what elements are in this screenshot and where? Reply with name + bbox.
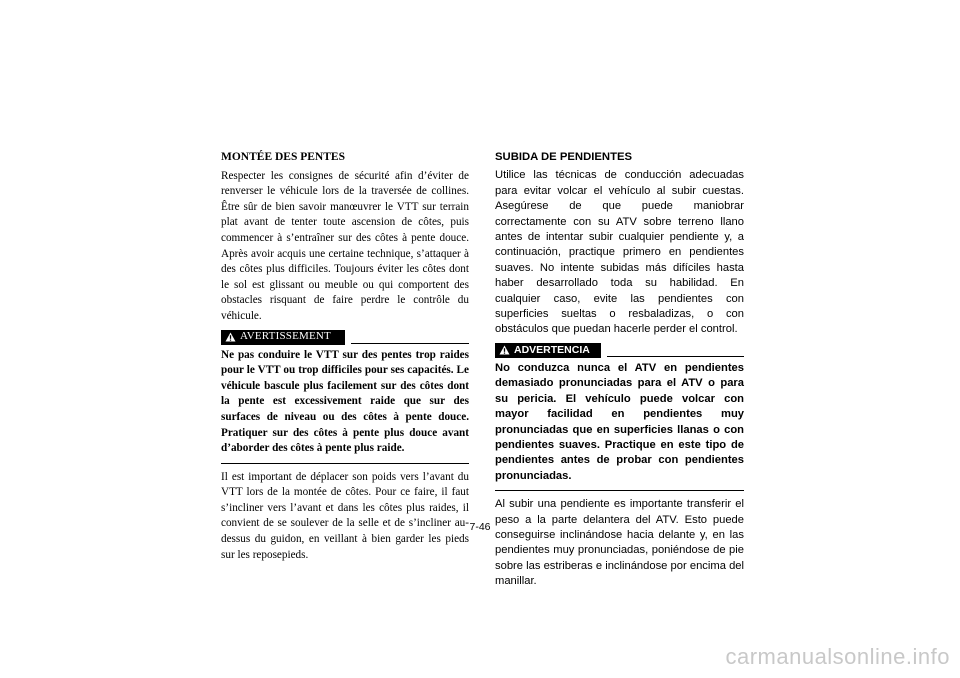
body-paragraph-fr: Il est important de déplacer son poids vers l’avant du VTT lors de la montée de côtes. Pour ce faire, il faut s’incliner vers l’avant et dans les côtes plus raides, il convient de se soulever de la selle et de s’incliner au-dessus du guidon, en veillant à bien garder les pieds sur les reposepieds. bbox=[221, 470, 469, 561]
page-number: 7-46 bbox=[469, 521, 491, 533]
warning-text-es: No conduzca nunca el ATV en pendientes demasiado pronunciadas para el ATV o para su pericia. El vehículo puede volcar con mayor facilidad en pendientes muy pronunciadas que en superficies llanas o con pendientes suaves. Practique en este tipo de pendientes antes de probar con pendientes pronunciadas. bbox=[495, 361, 744, 482]
warning-label-fr: AVERTISSEMENT bbox=[240, 330, 331, 343]
warning-header-fr bbox=[221, 330, 469, 345]
warning-text-fr: Ne pas conduire le VTT sur des pentes trop raides pour le VTT ou trop difficiles pour ses capacités. Le véhicule bascule plus facilement sur des côtes dont la pente est excessivement raide que sur des surfaces de niveau ou des côtes à pente douce. Pratiquer sur des côtes à pente plus douce avant d’aborder des côtes à pente plus raide. bbox=[221, 348, 469, 455]
warning-rule-es bbox=[607, 356, 744, 357]
watermark: carmanualsonline.info bbox=[725, 644, 950, 669]
body-paragraph-es: Al subir una pendiente es importante transferir el peso a la parte delantera del ATV. Esto puede conseguirse inclinándose hacia delante y, en las pendientes muy pronunciadas, poniéndose de pie sobre las estriberas e inclinándose por encima del manillar. bbox=[495, 498, 744, 588]
divider-es bbox=[495, 490, 744, 491]
warning-header-es bbox=[495, 343, 744, 358]
warning-rule-fr bbox=[351, 343, 469, 344]
divider-fr bbox=[221, 463, 469, 464]
warning-triangle-icon bbox=[225, 332, 236, 342]
warning-label-es: ADVERTENCIA bbox=[514, 343, 590, 356]
warning-badge-fr bbox=[221, 330, 345, 345]
intro-paragraph-es: Utilice las técnicas de conducción adecuadas para evitar volcar el vehículo al subir cuestas. Asegúrese de que puede maniobrar correctamente con su ATV sobre terreno llano antes de intentar subir cualquier pendiente y, a continuación, practique primero en pendientes suaves. No intente subidas más difíciles hasta haber desarrollado toda su habilidad. En cualquier caso, evite las pendientes con superficies sueltas o resbaladizas, o con obstáculos que puedan hacerle perder el control. bbox=[495, 169, 744, 336]
warning-triangle-icon bbox=[499, 345, 510, 355]
warning-badge-es bbox=[495, 343, 601, 358]
intro-paragraph-fr: Respecter les consignes de sécurité afin d’éviter de renverser le véhicule lors de la traversée de collines. Être sûr de bien savoir manœuvrer le VTT sur terrain plat avant de tenter toute ascension de côtes, puis commencer à s’entraîner sur des côtes à pente douce. Après avoir acquis une certaine technique, s’attaquer à des côtes plus difficiles. Toujours éviter les côtes dont le sol est glissant ou meuble ou qui comportent des obstacles risquant de faire perdre le contrôle du véhicule. bbox=[221, 169, 469, 322]
section-heading-fr: MONTÉE DES PENTES bbox=[221, 151, 345, 163]
section-heading-es: SUBIDA DE PENDIENTES bbox=[495, 151, 633, 163]
french-column bbox=[221, 150, 469, 563]
